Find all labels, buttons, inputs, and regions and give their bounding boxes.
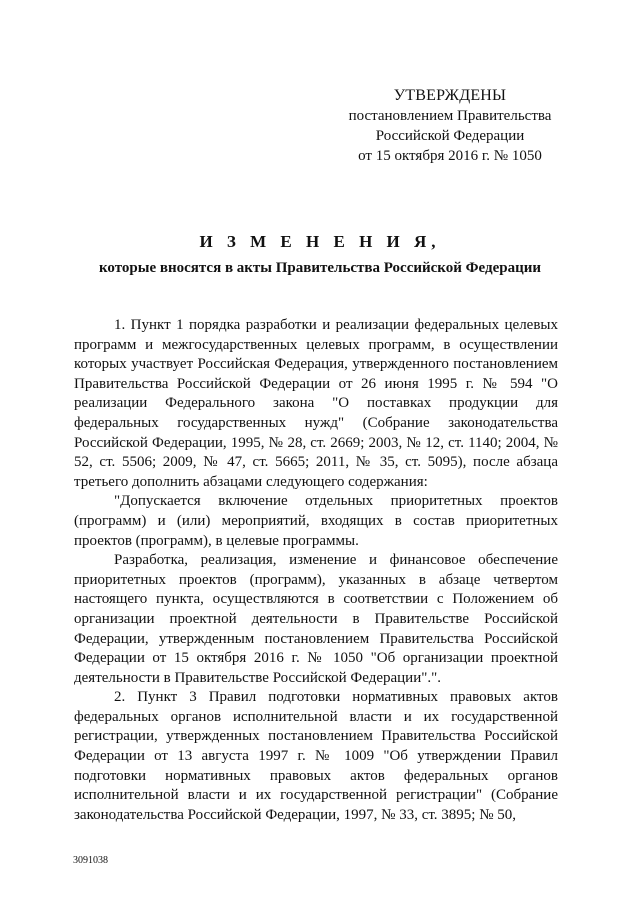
paragraph-1: 1. Пункт 1 порядка разработки и реализации федеральных целевых программ и межгосударственных целевых программ, в осуществлении которых участвует Российская Федерация, утвержденного постановлением Правительства Российской Федерации от 26 июня 1995 г. № 594 "О реализации Федерального закона "О поставках продукции для федеральных государственных нужд" (Собрание законодательства Российской Федерации, 1995, № 28, ст. 2669; 2003, № 12, ст. 1140; 2004, № 52, ст. 5506; 2009, № 47, ст. 5665; 2011, № 35, ст. 5095), после абзаца третьего дополнить абзацами следующего содержания: (74, 317, 558, 490)
document-id: 3091038 (73, 855, 108, 866)
document-title: И З М Е Н Е Н И Я, (199, 232, 441, 251)
approval-block (330, 86, 570, 166)
paragraph-4: 2. Пункт 3 Правил подготовки нормативных правовых актов федеральных органов исполнительной власти и их государственной регистрации, утвержденных постановлением Правительства Российской Федерации от 13 августа 1997 г. № 1009 "Об утверждении Правил подготовки нормативных правовых актов федеральных органов исполнительной власти и их государственной регистрации" (Собрание законодательства Российской Федерации, 1997, № 33, ст. 3895; № 50, (74, 689, 558, 823)
approval-line-1: постановлением Правительства (348, 108, 552, 124)
paragraph-3: Разработка, реализация, изменение и финансовое обеспечение приоритетных проектов (программ), указанных в абзаце четвертом настоящего пункта, осуществляются в соответствии с Положением об организации проектной деятельности в Правительстве Российской Федерации, утвержденным постановлением Правительства Российской Федерации от 15 октября 2016 г. № 1050 "Об организации проектной деятельности в Правительстве Российской Федерации".". (74, 552, 558, 686)
approval-line-2: Российской Федерации (375, 128, 525, 144)
paragraph-2: "Допускается включение отдельных приоритетных проектов (программ) и (или) мероприятий, входящих в состав приоритетных проектов (программ), в целевые программы. (74, 493, 558, 549)
document-subtitle: которые вносятся в акты Правительства Российской Федерации (98, 260, 542, 276)
document-body (74, 316, 558, 825)
approval-heading: УТВЕРЖДЕНЫ (393, 87, 507, 104)
approval-line-3: от 15 октября 2016 г. № 1050 (358, 148, 542, 164)
